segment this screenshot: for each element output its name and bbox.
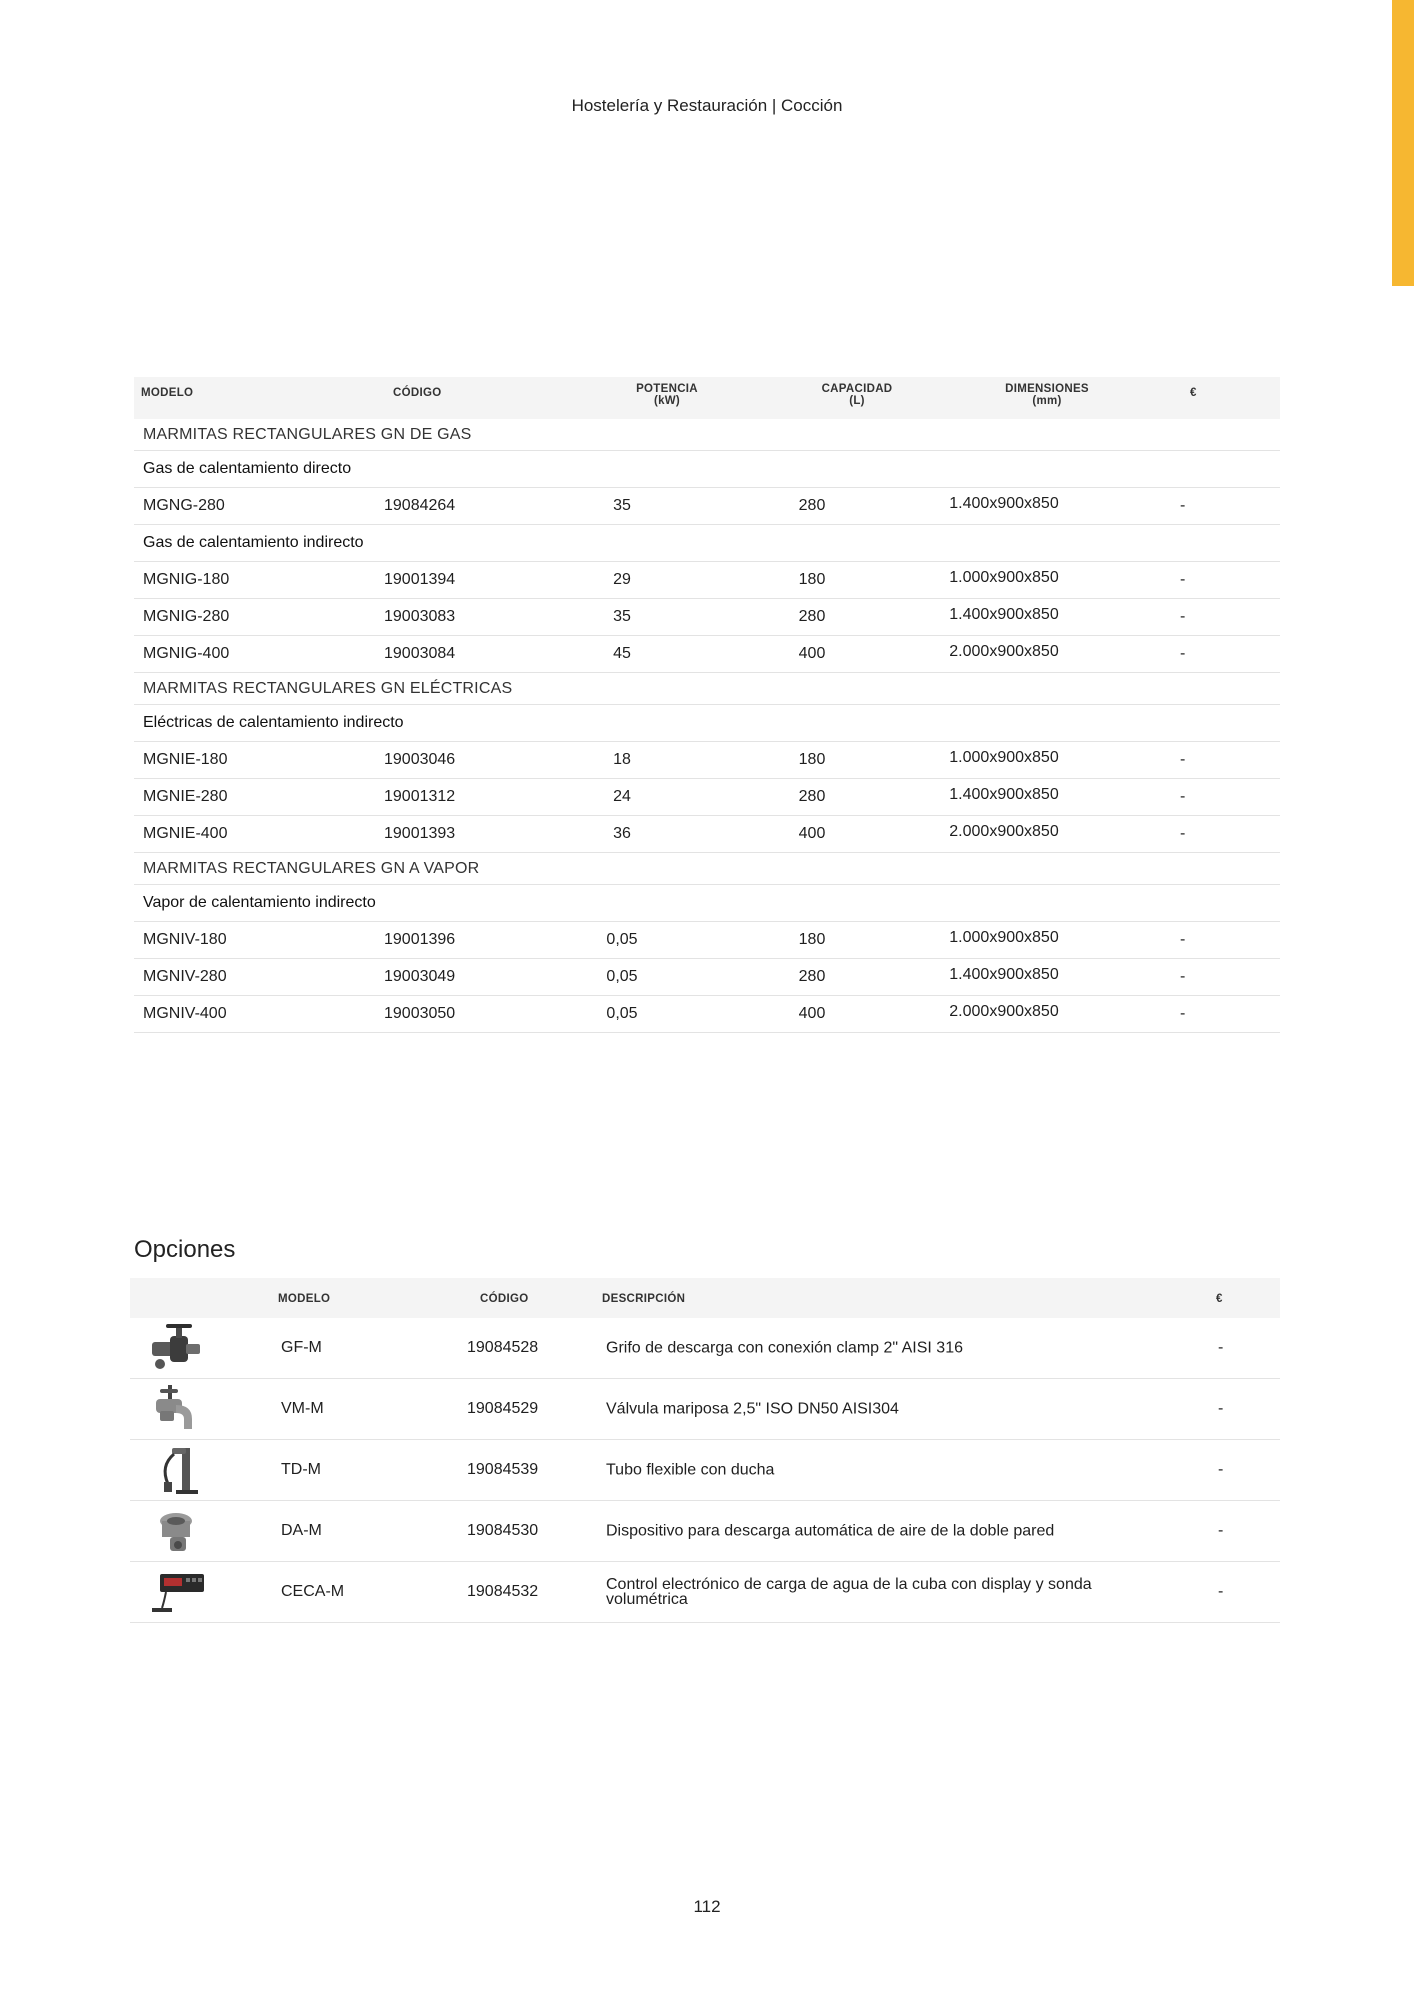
cell-modelo: MGNIV-280 [143, 968, 227, 985]
option-precio: - [1218, 1583, 1224, 1600]
subsection-title: Gas de calentamiento directo [143, 460, 352, 477]
section-row [134, 673, 1280, 705]
option-precio: - [1218, 1522, 1224, 1539]
option-row [130, 1318, 1280, 1379]
cell-capacidad: 180 [798, 751, 826, 768]
option-modelo: DA-M [281, 1522, 322, 1539]
cell-precio: - [1180, 931, 1186, 948]
header-potencia-unit: (kW) [653, 395, 681, 407]
subsection-row [134, 705, 1280, 742]
cell-codigo: 19003050 [384, 1005, 456, 1022]
table-row [134, 742, 1280, 779]
cell-precio: - [1180, 608, 1186, 625]
section-row [134, 853, 1280, 885]
cell-potencia: 0,05 [606, 968, 638, 985]
option-modelo: GF-M [281, 1339, 322, 1356]
table-row [134, 959, 1280, 996]
cell-precio: - [1180, 825, 1186, 842]
cell-capacidad: 400 [798, 825, 826, 842]
cell-capacidad: 280 [798, 608, 826, 625]
cell-precio: - [1180, 645, 1186, 662]
cell-potencia: 36 [613, 825, 631, 842]
cell-codigo: 19003084 [384, 645, 456, 662]
cell-modelo: MGNIV-400 [143, 1005, 227, 1022]
cell-precio: - [1180, 788, 1186, 805]
option-modelo: TD-M [281, 1461, 321, 1478]
cell-dimensiones: 1.000x900x850 [949, 929, 1059, 946]
cell-modelo: MGNG-280 [143, 497, 225, 514]
accent-tab [1392, 0, 1414, 286]
page-header: Hostelería y Restauración | Cocción [571, 96, 843, 115]
cell-codigo: 19003083 [384, 608, 456, 625]
subsection-row [134, 885, 1280, 922]
option-precio: - [1218, 1400, 1224, 1417]
cell-precio: - [1180, 1005, 1186, 1022]
options-title: Opciones [134, 1236, 236, 1263]
option-descripcion: Control electrónico de carga de agua de la cuba con display y sonda volumétrica [606, 1576, 1092, 1608]
header-dimensiones-label: DIMENSIONES [1005, 383, 1089, 395]
header-eur-label: € [1190, 387, 1197, 399]
drain-valve-icon [146, 1324, 208, 1374]
cell-modelo: MGNIE-180 [143, 751, 228, 768]
cell-precio: - [1180, 497, 1186, 514]
cell-dimensiones: 2.000x900x850 [949, 823, 1059, 840]
shower-hose-icon [146, 1446, 208, 1496]
page-number: 112 [693, 1897, 721, 1916]
section-title: MARMITAS RECTANGULARES GN DE GAS [143, 425, 472, 443]
table-row [134, 636, 1280, 673]
butterfly-valve-icon [146, 1385, 208, 1435]
option-descripcion: Dispositivo para descarga automática de aire de la doble pared [606, 1522, 1055, 1540]
cell-capacidad: 280 [798, 968, 826, 985]
header-capacidad [762, 377, 952, 419]
table-row [134, 996, 1280, 1033]
option-descripcion: Grifo de descarga con conexión clamp 2" AISI 316 [606, 1339, 963, 1357]
cell-capacidad: 280 [798, 497, 826, 514]
cell-potencia: 24 [613, 788, 631, 805]
product-table [134, 377, 1280, 1033]
option-precio: - [1218, 1339, 1224, 1356]
header-capacidad-label: CAPACIDAD [821, 383, 893, 395]
header-codigo-label: CÓDIGO [393, 387, 442, 399]
cell-codigo: 19003046 [384, 751, 456, 768]
header-dimensiones-unit: (mm) [1032, 395, 1062, 407]
header-dimensiones [952, 377, 1142, 419]
cell-potencia: 35 [613, 497, 631, 514]
cell-modelo: MGNIG-180 [143, 571, 230, 588]
cell-codigo: 19001312 [384, 788, 456, 805]
section-title: MARMITAS RECTANGULARES GN ELÉCTRICAS [143, 679, 513, 697]
air-release-device-icon [146, 1507, 208, 1557]
options-table [130, 1278, 1280, 1623]
section-title: MARMITAS RECTANGULARES GN A VAPOR [143, 859, 480, 877]
cell-capacidad: 400 [798, 645, 826, 662]
option-row [130, 1440, 1280, 1501]
subsection-title: Gas de calentamiento indirecto [143, 534, 364, 551]
option-row [130, 1562, 1280, 1623]
cell-dimensiones: 2.000x900x850 [949, 643, 1059, 660]
header-modelo-label: MODELO [141, 387, 194, 399]
option-codigo: 19084529 [467, 1400, 539, 1417]
header-potencia [572, 377, 762, 419]
option-codigo: 19084539 [467, 1461, 539, 1478]
subsection-row [134, 451, 1280, 488]
table-row [134, 562, 1280, 599]
cell-dimensiones: 1.400x900x850 [949, 786, 1059, 803]
option-row [130, 1501, 1280, 1562]
cell-precio: - [1180, 751, 1186, 768]
cell-modelo: MGNIE-400 [143, 825, 228, 842]
option-descripcion: Tubo flexible con ducha [606, 1461, 775, 1479]
cell-potencia: 45 [613, 645, 631, 662]
cell-codigo: 19001394 [384, 571, 456, 588]
cell-capacidad: 280 [798, 788, 826, 805]
cell-modelo: MGNIV-180 [143, 931, 227, 948]
table-row [134, 599, 1280, 636]
option-codigo: 19084530 [467, 1522, 539, 1539]
header-eur [1142, 377, 1280, 419]
option-descripcion: Válvula mariposa 2,5" ISO DN50 AISI304 [606, 1400, 899, 1418]
cell-dimensiones: 1.400x900x850 [949, 495, 1059, 512]
table-row [134, 922, 1280, 959]
header-potencia-label: POTENCIA [636, 383, 698, 395]
header-modelo [134, 377, 384, 419]
options-header-descripcion: DESCRIPCIÓN [602, 1293, 686, 1305]
cell-potencia: 0,05 [606, 931, 638, 948]
subsection-title: Eléctricas de calentamiento indirecto [143, 714, 404, 731]
section-row [134, 419, 1280, 451]
cell-modelo: MGNIG-400 [143, 645, 230, 662]
cell-dimensiones: 1.000x900x850 [949, 749, 1059, 766]
option-precio: - [1218, 1461, 1224, 1478]
cell-modelo: MGNIG-280 [143, 608, 230, 625]
subsection-row [134, 525, 1280, 562]
cell-potencia: 29 [613, 571, 631, 588]
options-header-codigo: CÓDIGO [480, 1293, 529, 1305]
cell-modelo: MGNIE-280 [143, 788, 228, 805]
options-header [130, 1278, 1280, 1318]
cell-dimensiones: 1.400x900x850 [949, 606, 1059, 623]
options-header-eur: € [1216, 1293, 1223, 1305]
table-row [134, 816, 1280, 853]
cell-precio: - [1180, 571, 1186, 588]
table-row [134, 779, 1280, 816]
option-codigo: 19084528 [467, 1339, 539, 1356]
table-row [134, 488, 1280, 525]
option-modelo: VM-M [281, 1400, 324, 1417]
cell-dimensiones: 1.000x900x850 [949, 569, 1059, 586]
cell-precio: - [1180, 968, 1186, 985]
electronic-controller-icon [146, 1568, 208, 1618]
options-header-modelo: MODELO [278, 1293, 331, 1305]
cell-potencia: 0,05 [606, 1005, 638, 1022]
option-codigo: 19084532 [467, 1583, 539, 1600]
cell-codigo: 19001393 [384, 825, 456, 842]
cell-capacidad: 180 [798, 571, 826, 588]
cell-capacidad: 400 [798, 1005, 826, 1022]
cell-potencia: 18 [613, 751, 631, 768]
cell-dimensiones: 1.400x900x850 [949, 966, 1059, 983]
header-codigo [384, 377, 572, 419]
subsection-title: Vapor de calentamiento indirecto [143, 894, 376, 911]
cell-capacidad: 180 [798, 931, 826, 948]
table-header [134, 377, 1280, 419]
header-capacidad-unit: (L) [849, 395, 865, 407]
option-row [130, 1379, 1280, 1440]
cell-dimensiones: 2.000x900x850 [949, 1003, 1059, 1020]
cell-codigo: 19084264 [384, 497, 456, 514]
cell-potencia: 35 [613, 608, 631, 625]
cell-codigo: 19003049 [384, 968, 456, 985]
option-modelo: CECA-M [281, 1583, 345, 1600]
cell-codigo: 19001396 [384, 931, 456, 948]
